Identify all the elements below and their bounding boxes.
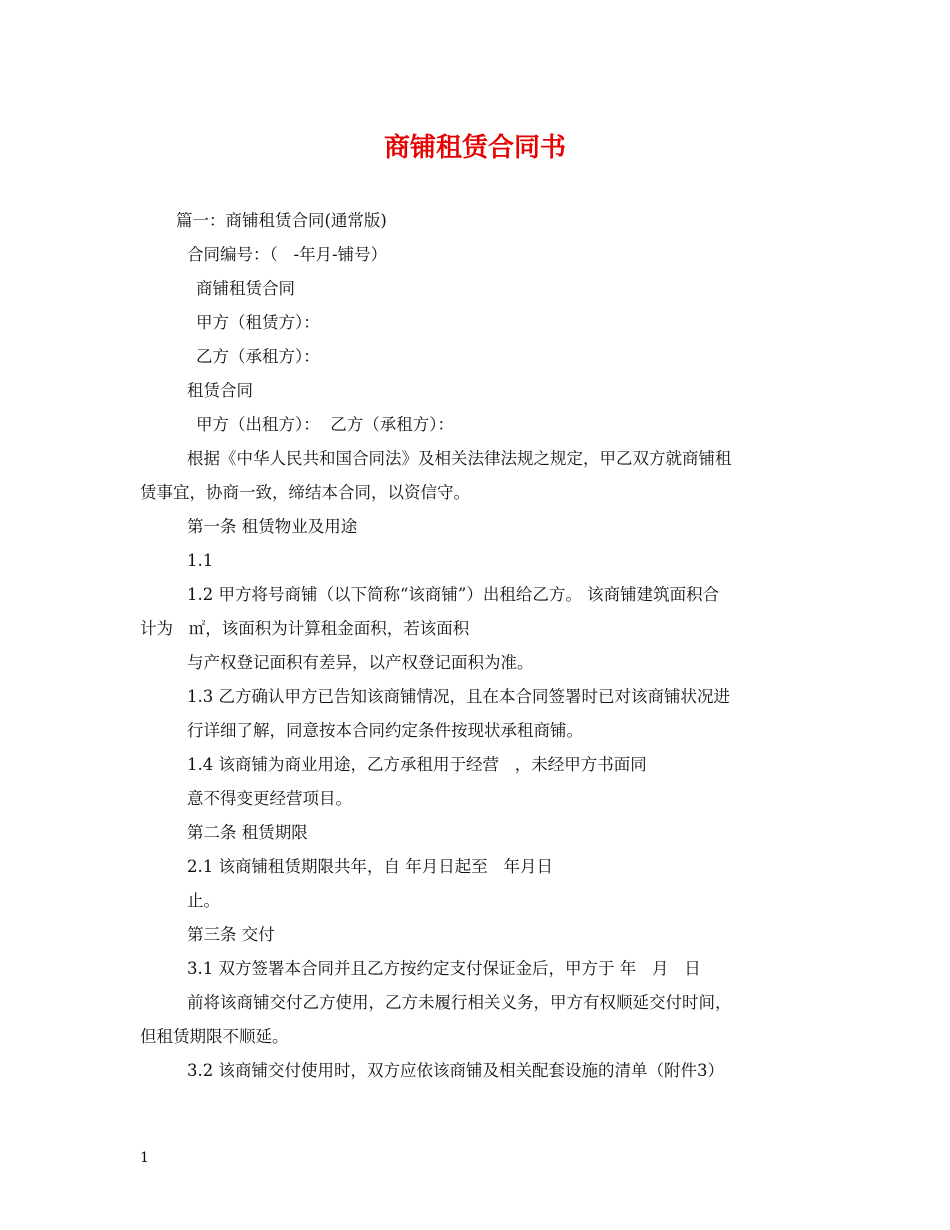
text-line: 计为 ㎡，该面积为计算租金面积，若该面积 xyxy=(140,619,470,638)
text-line: 1.3 乙方确认甲方已告知该商铺情况，且在本合同签署时已对该商铺状况进 xyxy=(187,687,730,706)
text-line: 2.1 该商铺租赁期限共年，自 年月日起至 年月日 xyxy=(187,857,553,876)
text-line: 1.1 xyxy=(187,551,214,570)
page-number: 1 xyxy=(140,1150,149,1166)
text-line: 前将该商铺交付乙方使用，乙方未履行相关义务，甲方有权顺延交付时间， xyxy=(187,993,732,1012)
text-line: 止。 xyxy=(187,891,220,910)
text-line: 篇一：商铺租赁合同(通常版) xyxy=(176,211,387,230)
text-line: 意不得变更经营项目。 xyxy=(187,789,352,808)
text-line: 1.4 该商铺为商业用途，乙方承租用于经营 ，未经甲方书面同 xyxy=(187,755,647,774)
text-line: 第二条 租赁期限 xyxy=(187,823,308,842)
text-line: 合同编号：（ -年月-铺号） xyxy=(187,245,388,264)
text-line: 3.1 双方签署本合同并且乙方按约定支付保证金后，甲方于 年 月 日 xyxy=(187,959,701,978)
text-line: 与产权登记面积有差异，以产权登记面积为准。 xyxy=(187,653,534,672)
text-line: 赁事宜，协商一致，缔结本合同，以资信守。 xyxy=(140,483,470,502)
text-line: 第三条 交付 xyxy=(187,925,275,944)
text-line: 根据《中华人民共和国合同法》及相关法律法规之规定，甲乙双方就商铺租 xyxy=(187,449,732,468)
text-line: 3.2 该商铺交付使用时，双方应依该商铺及相关配套设施的清单（附件3） xyxy=(187,1061,724,1080)
text-line: 乙方（承租方）： xyxy=(196,347,320,366)
text-line: 第一条 租赁物业及用途 xyxy=(187,517,358,536)
text-line: 行详细了解，同意按本合同约定条件按现状承租商铺。 xyxy=(187,721,583,740)
text-line: 但租赁期限不顺延。 xyxy=(140,1027,289,1046)
text-line: 商铺租赁合同 xyxy=(196,279,295,298)
text-line: 租赁合同 xyxy=(187,381,253,400)
text-line: 1.2 甲方将号商铺（以下简称“该商铺”）出租给乙方。 该商铺建筑面积合 xyxy=(187,585,720,604)
document-title: 商铺租赁合同书 xyxy=(383,133,566,163)
text-line: 甲方（出租方）： 乙方（承租方）： xyxy=(196,415,454,434)
text-line: 甲方（租赁方）： xyxy=(196,313,320,332)
